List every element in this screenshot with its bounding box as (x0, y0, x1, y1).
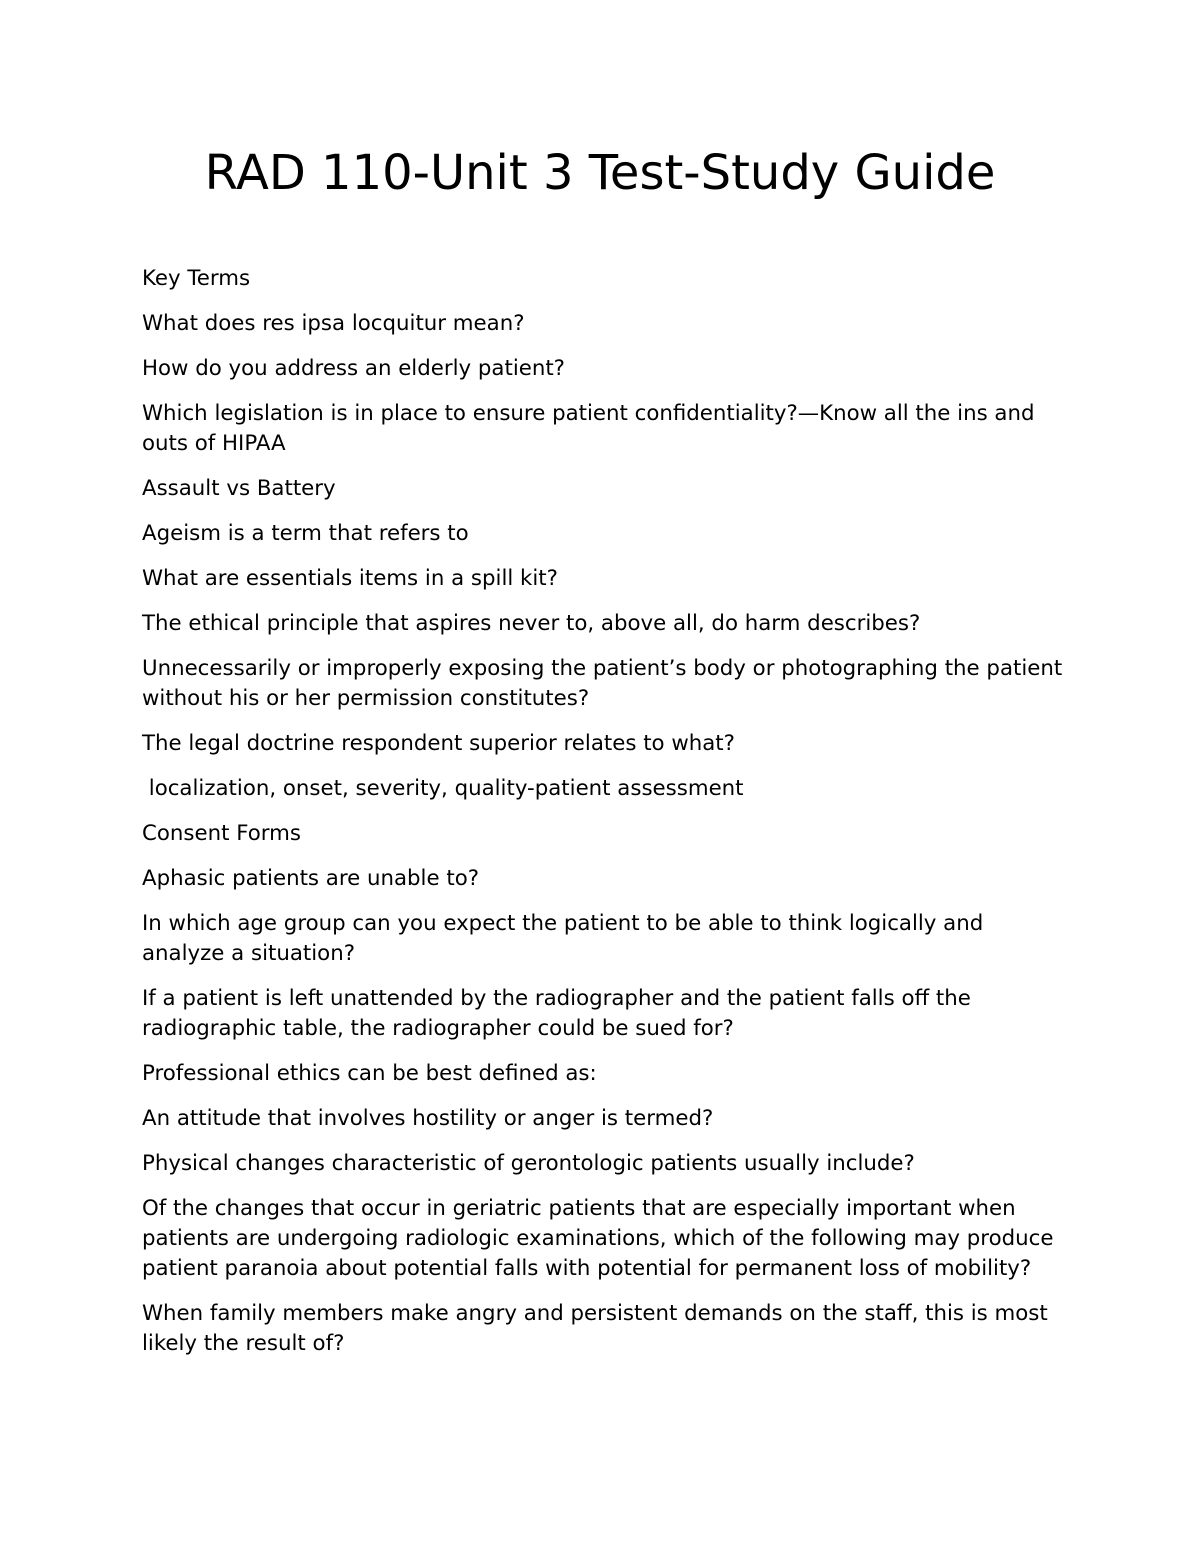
document-body (142, 264, 1072, 1374)
paragraph-question: What does res ipsa locquitur mean? (142, 311, 525, 336)
paragraph-question: The ethical principle that aspires never to, above all, do harm describes? (142, 611, 921, 636)
paragraph-question: In which age group can you expect the patient to be able to think logically and analyze a situation? (142, 911, 984, 966)
paragraph-question: What are essentials items in a spill kit? (142, 566, 558, 591)
paragraph-question: Unnecessarily or improperly exposing the patient’s body or photographing the patient without his or her permission constitutes? (142, 656, 1063, 711)
paragraph-key-terms: Key Terms (142, 266, 251, 291)
paragraph-question: How do you address an elderly patient? (142, 356, 565, 381)
paragraph-question: Of the changes that occur in geriatric patients that are especially important when patients are undergoing radiologic examinations, which of the following may produce patient paranoia about potential falls with potential for permanent loss of mobility? (142, 1196, 1054, 1281)
paragraph-question: Which legislation is in place to ensure patient confidentiality?—Know all the ins and outs of HIPAA (142, 401, 1035, 456)
paragraph-question: When family members make angry and persistent demands on the staff, this is most likely the result of? (142, 1301, 1048, 1356)
paragraph-question: If a patient is left unattended by the radiographer and the patient falls off the radiographic table, the radiographer could be sued for? (142, 986, 971, 1041)
paragraph-question: Assault vs Battery (142, 476, 336, 501)
paragraph-question: An attitude that involves hostility or anger is termed? (142, 1106, 714, 1131)
paragraph-question: Consent Forms (142, 821, 301, 846)
paragraph-question: localization, onset, severity, quality-patient assessment (142, 776, 744, 801)
paragraph-question: The legal doctrine respondent superior relates to what? (142, 731, 735, 756)
paragraph-question: Physical changes characteristic of gerontologic patients usually include? (142, 1151, 915, 1176)
document-title: RAD 110-Unit 3 Test-Study Guide (204, 145, 996, 201)
paragraph-question: Professional ethics can be best defined as: (142, 1061, 597, 1086)
paragraph-question: Aphasic patients are unable to? (142, 866, 480, 891)
paragraph-question: Ageism is a term that refers to (142, 521, 469, 546)
